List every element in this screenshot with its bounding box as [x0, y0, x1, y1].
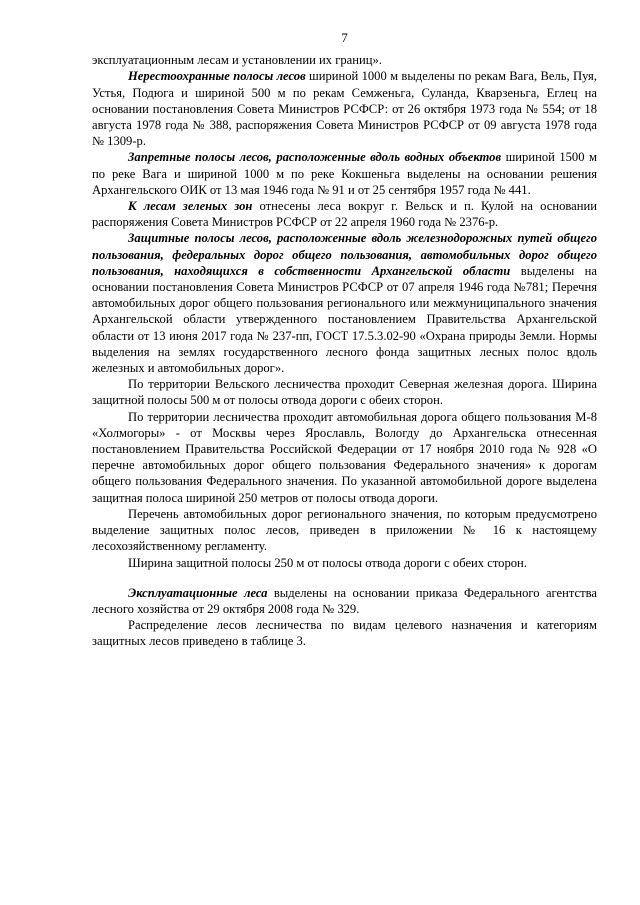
- paragraph: [92, 68, 597, 149]
- paragraph-lead: Запретные полосы лесов, расположенные вдоль водных объектов: [128, 150, 502, 165]
- document-body: [92, 52, 597, 649]
- paragraph: [92, 198, 597, 230]
- paragraph: [92, 617, 597, 649]
- paragraph-text: эксплуатационным лесам и установлении их границ».: [92, 53, 382, 68]
- paragraph: [92, 409, 597, 506]
- paragraph-lead: Нерестоохранные полосы лесов: [128, 69, 306, 84]
- paragraph: [92, 230, 597, 376]
- paragraph-text: выделены на основании приказа Федерального агентства лесного хозяйства от 29 октября 2008 года № 329.: [92, 585, 597, 616]
- paragraph: [92, 52, 597, 68]
- page-number: 7: [341, 31, 348, 45]
- paragraph-text: шириной 1000 м выделены по рекам Вага, Вель, Пуя, Устья, Подюга и шириной 500 м по рекам Семженьга, Суланда, Кварзеньга, Еглец на основании постановления Совета Министров РСФСР: от 26 октября 1973 года № 554; от 18 августа 1978 года № 388, распоряжения Совета Министров РСФСР от 09 августа 1978 года № 1309-р.: [92, 69, 597, 149]
- paragraph-text: Перечень автомобильных дорог регионального значения, по которым предусмотрено выделение защитных полос лесов, приведен в приложении № 16 к настоящему лесохозяйственному регламенту.: [92, 506, 597, 554]
- paragraph-text: Распределение лесов лесничества по видам целевого назначения и категориям защитных лесов приведено в таблице 3.: [92, 618, 597, 649]
- paragraph-text: отнесены леса вокруг г. Вельск и п. Кулой на основании распоряжения Совета Министров РСФСР от 22 апреля 1960 года № 2376-р.: [92, 199, 597, 230]
- paragraph-text: шириной 1500 м по реке Вага и шириной 1000 м по реке Кокшеньга выделены на основании решения Архангельского ОИК от 13 мая 1946 года № 91 и от 25 сентября 1957 года № 441.: [92, 150, 597, 197]
- paragraph-lead: К лесам зеленых зон: [128, 199, 253, 214]
- paragraph-lead: Эксплуатационные леса: [128, 585, 268, 600]
- paragraph: [92, 376, 597, 408]
- paragraph-text: По территории лесничества проходит автомобильная дорога общего пользования М-8 «Холмогоры» - от Москвы через Ярославль, Вологду до Архангельска отнесенная постановлением Правительства Российской Федерации от 17 ноября 2010 года № 928 «О перечне автомобильных дорог общего пользования Федерального значения» к дорогам общего пользования Федерального значения. По указанной автомобильной дороге выделена защитная полоса шириной 250 метров от полосы отвода дороги.: [92, 409, 597, 505]
- paragraph-text: выделены на основании постановления Совета Министров РСФСР от 07 апреля 1946 года №781; Перечня автомобильных дорог общего пользования регионального или межмуниципального значения Архангельской области утвержденного постановлением Правительства Архангельской области от 13 июня 2017 года № 237-пп, ГОСТ 17.5.3.02-90 «Охрана природы Земли. Нормы выделения на землях государственного лесного фонда защитных лесных полос вдоль железных и автомобильных дорог».: [92, 263, 597, 376]
- document-page: [92, 30, 597, 650]
- paragraph-lead: Защитные полосы лесов, расположенные вдоль железнодорожных путей общего пользования, федеральных дорог общего пользования, автомобильных дорог общего пользования, находящихся в собственности Архангельской области: [92, 231, 597, 278]
- paragraph: [92, 585, 597, 617]
- paragraph-text: По территории Вельского лесничества проходит Северная железная дорога. Ширина защитной полосы 500 м от полосы отвода дороги с обеих сторон.: [92, 377, 597, 408]
- paragraph: [92, 149, 597, 198]
- paragraph-text: Ширина защитной полосы 250 м от полосы отвода дороги с обеих сторон.: [128, 555, 527, 570]
- paragraph: [92, 506, 597, 555]
- paragraph: [92, 555, 597, 571]
